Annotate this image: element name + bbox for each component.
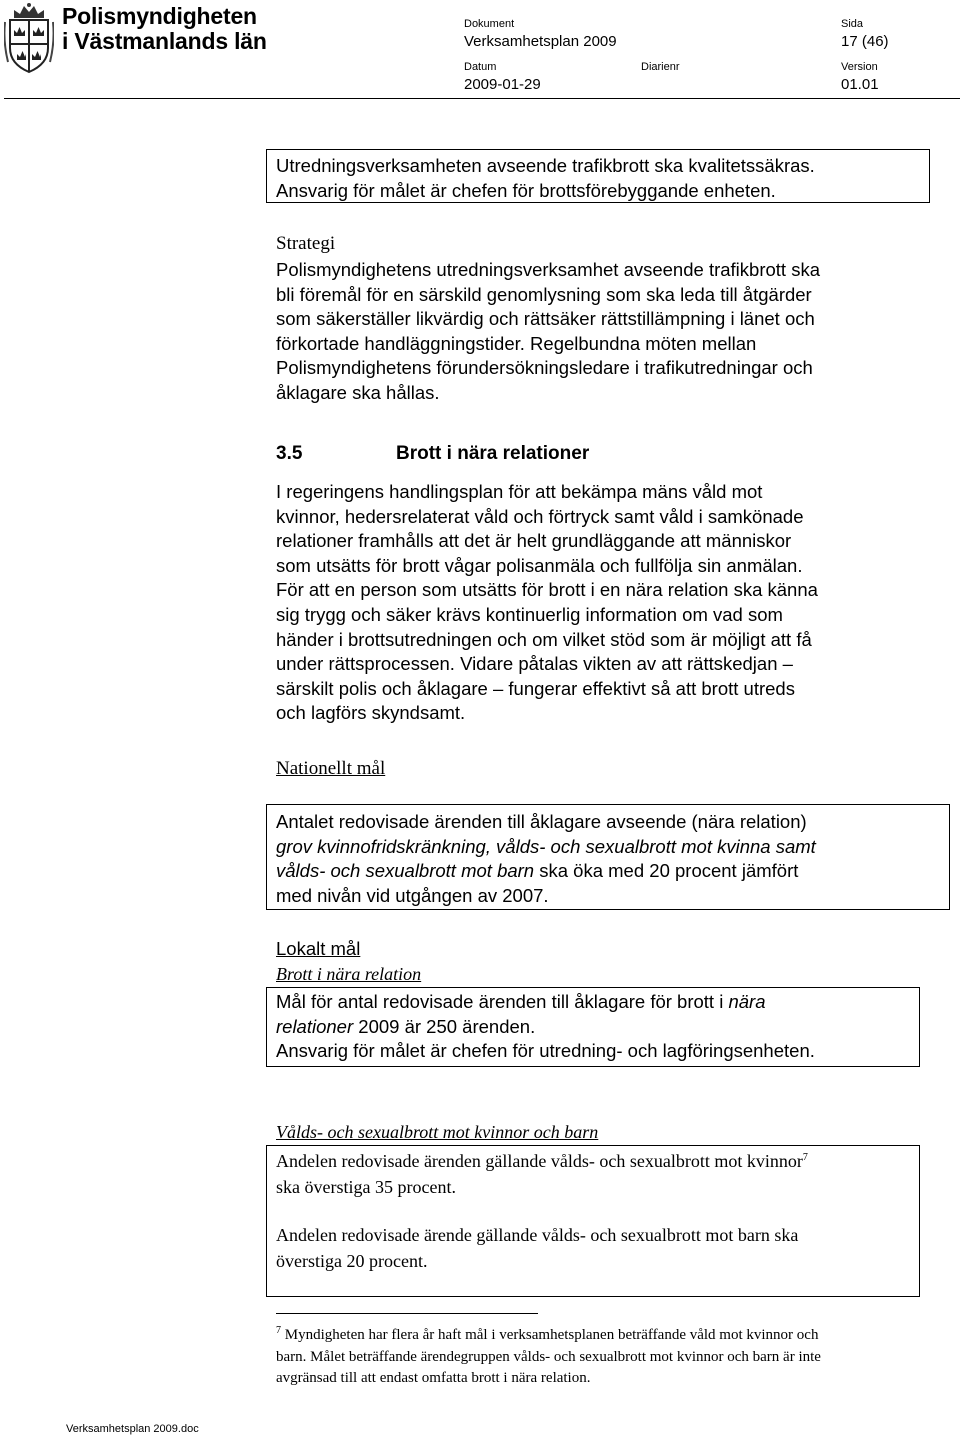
footnote-ref[interactable]: 7 — [802, 1152, 808, 1163]
section-paragraph — [276, 480, 926, 726]
violence-goal-box — [266, 1145, 920, 1297]
strategy-paragraph — [276, 258, 926, 406]
section-number: 3.5 — [276, 443, 303, 464]
footer-filename: Verksamhetsplan 2009.doc — [66, 1423, 199, 1435]
dokument-value: Verksamhetsplan 2009 — [464, 33, 617, 50]
local-goal-title: Lokalt mål — [276, 938, 361, 959]
local-goal-line3: Ansvarig för målet är chefen för utredning- och lagföringsenheten. — [276, 1040, 815, 1062]
section-line: och lagförs skyndsamt. — [276, 702, 466, 724]
strategy-line: bli föremål för en särskild genomlysning som ska leda till åtgärder — [276, 283, 812, 305]
org-name-line2: i Västmanlands län — [62, 28, 267, 54]
footnote-line2: barn. Målet beträffande ärendegruppen vålds- och sexualbrott mot kvinnor och barn är inte — [276, 1348, 821, 1365]
national-goal-line1: Antalet redovisade ärenden till åklagare avseende (nära relation) — [276, 811, 807, 832]
footnote — [276, 1325, 946, 1390]
section-line: som utsätts för brott vågar polisanmäla och fullfölja sin anmälan. — [276, 554, 803, 576]
strategy-line: som säkerställer likvärdig och rättsäker rättstillämpning i länet och — [276, 308, 815, 330]
national-goal-line3 — [276, 859, 949, 884]
violence-goal-p1-line1: Andelen redovisade ärenden gällande vålds- och sexualbrott mot kvinnor$^7$ — [276, 1151, 808, 1171]
version-value: 01.01 — [841, 76, 879, 93]
version-label: Version — [841, 61, 878, 73]
strategy-title: Strategi — [276, 233, 336, 254]
local-goal-box — [266, 987, 920, 1067]
national-goal-box — [266, 804, 950, 910]
local-goal-line1: Mål för antal redovisade ärenden till åklagare för brott i nära — [276, 991, 766, 1012]
strategy-line: förkortade handläggningstider. Regelbundna möten mellan — [276, 332, 757, 354]
violence-goal-p2-line2: överstiga 20 procent. — [276, 1250, 428, 1271]
footnote-line1: $^7$ Myndigheten har flera år haft mål i verksamhetsplanen beträffande våld mot kvinnor och — [276, 1325, 819, 1343]
goal-box-traffic — [266, 149, 930, 203]
goal-box-traffic-line2: Ansvarig för målet är chefen för brottsförebyggande enheten. — [276, 180, 776, 201]
section-line: kvinnor, hedersrelaterat våld och förtryck samt våld i samkönade — [276, 505, 804, 527]
sida-value: 17 (46) — [841, 33, 889, 50]
datum-label: Datum — [464, 61, 497, 73]
police-crest-logo — [4, 2, 54, 78]
dokument-label: Dokument — [464, 18, 515, 30]
local-goal-line2: relationer 2009 är 250 ärenden. — [276, 1015, 536, 1037]
footnote-line3: avgränsad till att endast omfatta brott i nära relation. — [276, 1370, 591, 1386]
header-divider — [4, 98, 960, 99]
strategy-line: Polismyndighetens utredningsverksamhet avseende trafikbrott ska — [276, 259, 820, 280]
section-line: särskilt polis och åklagare – fungerar effektivt så att brott utreds — [276, 677, 795, 699]
section-title: Brott i nära relationer — [396, 443, 590, 464]
section-line: I regeringens handlingsplan för att bekämpa mäns våld mot — [276, 481, 763, 502]
strategy-line: åklagare ska hållas. — [276, 381, 440, 403]
goal-box-traffic-line1: Utredningsverksamheten avseende trafikbrott ska kvalitetssäkras. — [276, 155, 815, 176]
national-goal-line2: grov kvinnofridskränkning, vålds- och sexualbrott mot kvinna samt — [276, 835, 816, 857]
section-line: händer i brottsutredningen och om vilket stöd som är möjligt att få — [276, 628, 812, 650]
datum-value: 2009-01-29 — [464, 76, 541, 93]
violence-goal-p2-line1: Andelen redovisade ärende gällande vålds- och sexualbrott mot barn ska — [276, 1225, 799, 1245]
national-goal-line4: med nivån vid utgången av 2007. — [276, 884, 549, 906]
national-goal-line3-rest: ska öka med 20 procent jämfört — [534, 860, 799, 882]
violence-goal-p1-line2: ska överstiga 35 procent. — [276, 1176, 456, 1197]
org-name-line1: Polismyndigheten — [62, 3, 257, 29]
national-goal-line3-italic: vålds- och sexualbrott mot barn — [276, 860, 535, 882]
local-goal-subtitle: Brott i nära relation — [276, 964, 422, 984]
sida-label: Sida — [841, 18, 864, 30]
section-line: relationer framhålls att det är helt grundläggande att människor — [276, 530, 792, 552]
section-line: under rättsprocessen. Vidare påtalas vikten av att rättskedjan – — [276, 653, 793, 675]
national-goal-title: Nationellt mål — [276, 758, 386, 779]
diarienr-label: Diarienr — [641, 61, 680, 73]
footnote-separator — [276, 1313, 538, 1314]
footnote-number: 7 — [276, 1325, 281, 1336]
spacer — [276, 1200, 919, 1223]
section-line: sig trygg och säker krävs kontinuerlig information om vad som — [276, 603, 783, 625]
section-line: För att en person som utsätts för brott i en nära relation ska känna — [276, 579, 818, 601]
organization-name — [62, 4, 267, 54]
violence-goal-title: Vålds- och sexualbrott mot kvinnor och barn — [276, 1122, 599, 1142]
strategy-line: Polismyndighetens förundersökningsledare i trafikutredningar och — [276, 357, 813, 379]
